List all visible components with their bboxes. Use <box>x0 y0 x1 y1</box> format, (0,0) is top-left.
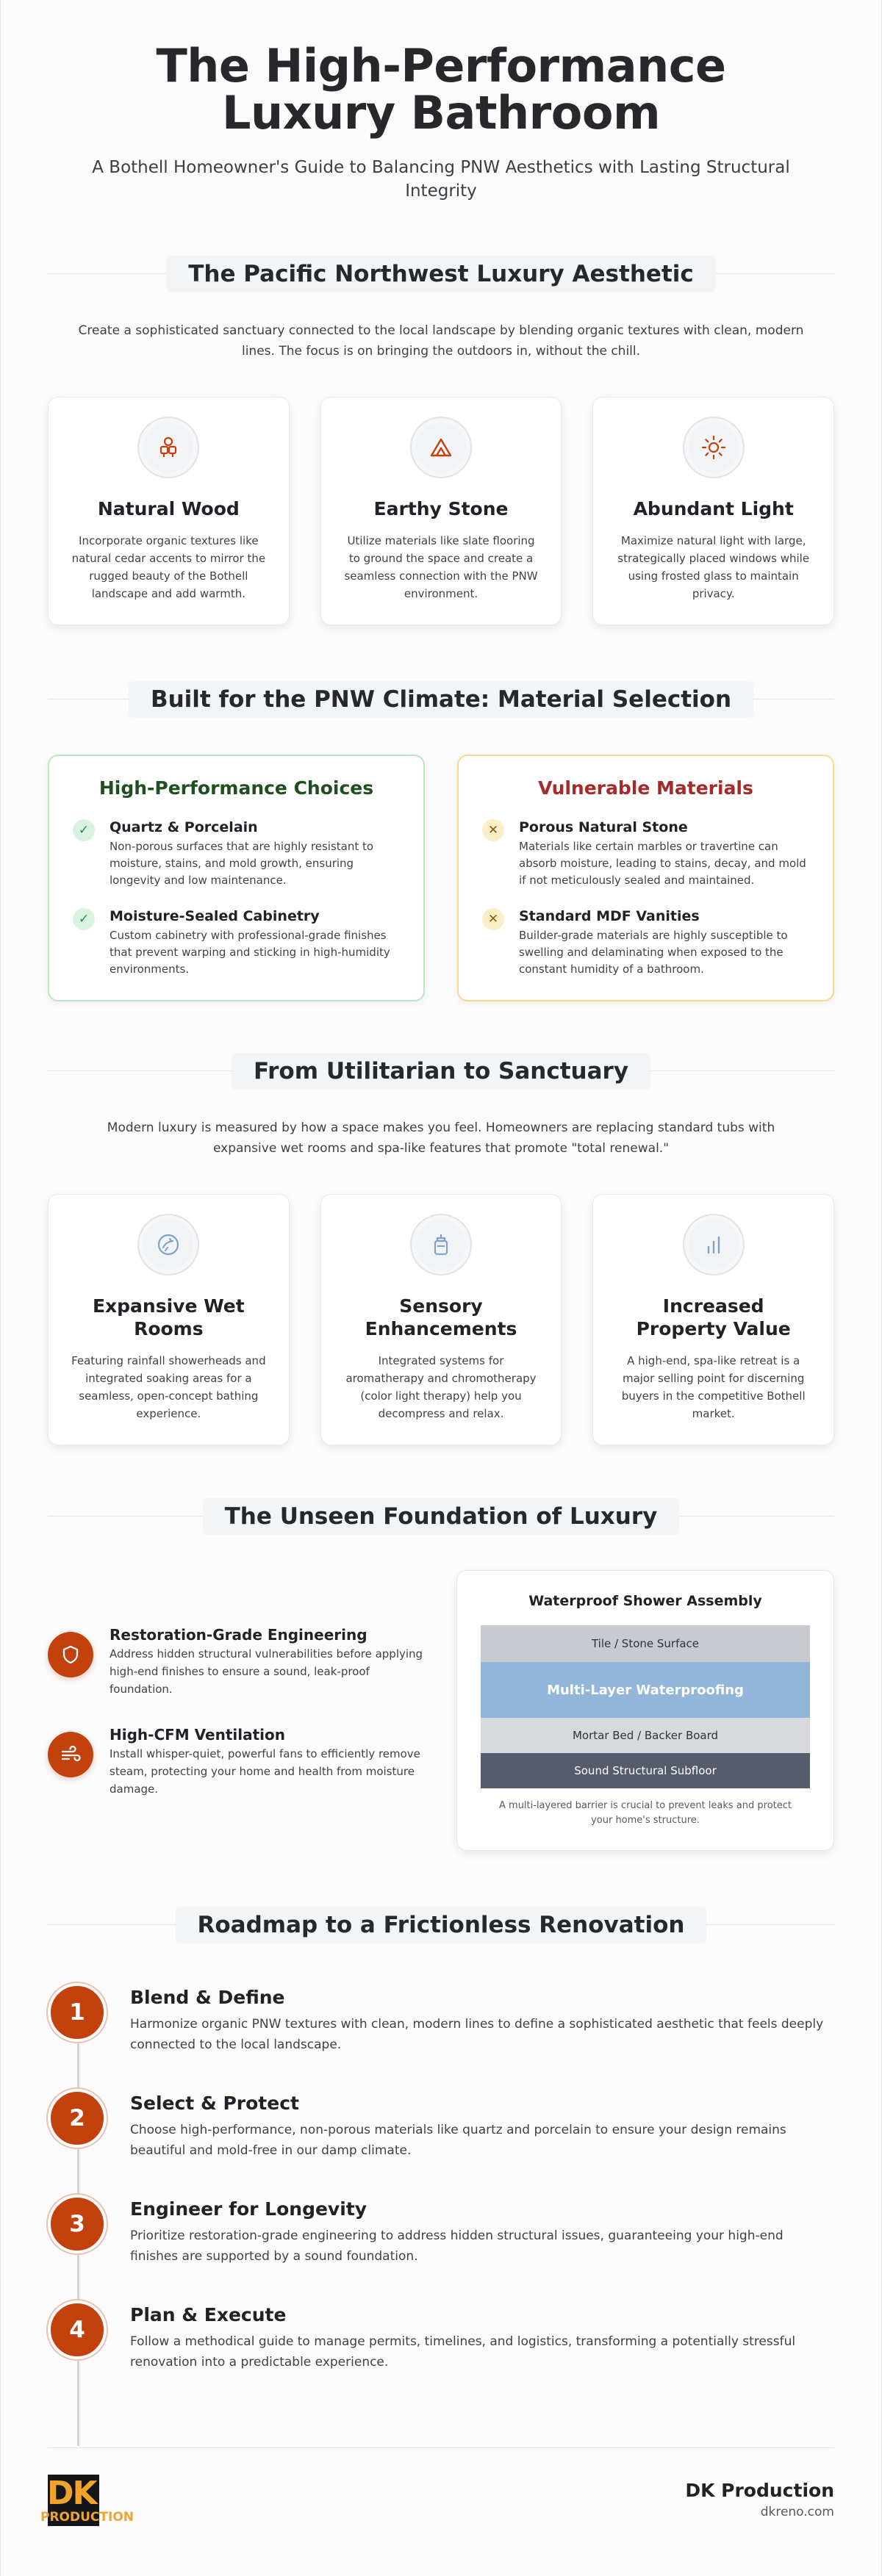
card-text: Incorporate organic textures like natural cedar accents to mirror the rugged beauty of the Bothell landscape and add warmth. <box>71 534 266 600</box>
stone-icon <box>410 417 472 478</box>
sanctuary-intro: Modern luxury is measured by how a space makes you feel. Homeowners are replacing standard tubs with expansive wet rooms and spa-like features that promote "total renewal." <box>107 1120 775 1156</box>
high-performance-box <box>48 755 425 1001</box>
material-item-text: Custom cabinetry with professional-grade finishes that prevent warping and sticking in high-humidity environments. <box>110 929 390 976</box>
card-title: Sensory Enhancements <box>365 1295 517 1339</box>
step-text: Follow a methodical guide to manage permits, timelines, and logistics, transforming a potentially stressful renovation into a predictable experience. <box>130 2334 796 2370</box>
section-heading <box>48 1498 834 1533</box>
step-text: Prioritize restoration-grade engineering to address hidden structural issues, guaranteeing your high-end finishes are supported by a sound foundation. <box>130 2228 784 2264</box>
foundation-item <box>48 1724 427 1798</box>
x-icon: ✕ <box>482 908 504 930</box>
material-item-text: Non-porous surfaces that are highly resistant to moisture, stains, and mold growth, ensuring longevity and low maintenance. <box>110 840 374 887</box>
step-text: Harmonize organic PNW textures with clean, modern lines to define a sophisticated aesthetic that feels deeply connected to the local landscape. <box>130 2017 824 2052</box>
climate-section <box>48 681 834 1001</box>
roadmap-step <box>48 2089 834 2195</box>
roadmap-section <box>48 1907 834 2406</box>
section-heading <box>48 681 834 716</box>
logo-mark: DK <box>47 2475 96 2512</box>
section-heading <box>48 1907 834 1942</box>
card-title: Abundant Light <box>633 498 794 519</box>
shower-icon <box>137 1214 199 1276</box>
material-item-title: Standard MDF Vanities <box>519 908 700 924</box>
climate-heading: Built for the PNW Climate: Material Selection <box>129 681 753 718</box>
material-item-title: Porous Natural Stone <box>519 819 688 835</box>
dk-production-logo <box>40 2475 134 2526</box>
foundation-heading: The Unseen Foundation of Luxury <box>203 1498 680 1535</box>
roadmap-step <box>48 1983 834 2089</box>
card-title: Natural Wood <box>97 498 240 519</box>
aesthetic-intro: Create a sophisticated sanctuary connected to the local landscape by blending organic textures with clean, modern lines. The focus is on bringing the outdoors in, without the chill. <box>78 323 804 359</box>
high-performance-title: High-Performance Choices <box>98 777 374 799</box>
step-number: 4 <box>48 2300 107 2359</box>
assembly-layers <box>481 1625 810 1788</box>
roadmap-step <box>48 2195 834 2300</box>
vulnerable-materials-box <box>457 755 834 1001</box>
card-text: Featuring rainfall showerheads and integrated soaking areas for a seamless, open-concept bathing experience. <box>71 1354 266 1420</box>
material-item <box>482 818 809 889</box>
card-title: Increased Property Value <box>636 1295 791 1339</box>
aesthetic-heading: The Pacific Northwest Luxury Aesthetic <box>166 256 716 292</box>
hero <box>48 0 834 203</box>
aesthetic-section <box>48 256 834 625</box>
card-text: Maximize natural light with large, strategically placed windows while using frosted glass to maintain privacy. <box>617 534 810 600</box>
card-wet-rooms <box>48 1194 290 1445</box>
step-number: 1 <box>48 1983 107 2042</box>
brand-info <box>685 2479 834 2522</box>
material-item-text: Builder-grade materials are highly susceptible to swelling and delaminating when exposed to the constant humidity of a bathroom. <box>519 929 788 976</box>
section-heading <box>48 256 834 291</box>
card-natural-wood <box>48 397 290 625</box>
section-heading <box>48 1053 834 1088</box>
brand-name: DK Production <box>685 2480 834 2501</box>
aesthetic-cards <box>48 397 834 625</box>
sanctuary-section <box>48 1053 834 1445</box>
material-comparison <box>48 755 834 1001</box>
step-number: 2 <box>48 2089 107 2148</box>
foundation-content <box>48 1570 834 1851</box>
check-icon: ✓ <box>73 819 95 841</box>
assembly-caption: A multi-layered barrier is crucial to prevent leaks and protect your home's structure. <box>499 1800 792 1826</box>
foundation-item-text: Install whisper-quiet, powerful fans to efficiently remove steam, protecting your home and health from moisture damage. <box>110 1747 420 1796</box>
bar-chart-icon <box>683 1214 745 1276</box>
foundation-item <box>48 1625 427 1698</box>
material-item-title: Quartz & Porcelain <box>110 819 258 835</box>
assembly-title: Waterproof Shower Assembly <box>528 1593 762 1609</box>
step-title: Engineer for Longevity <box>130 2198 368 2220</box>
material-item <box>482 907 809 978</box>
sanctuary-cards <box>48 1194 834 1445</box>
card-earthy-stone <box>320 397 562 625</box>
check-icon: ✓ <box>73 908 95 930</box>
card-text: Integrated systems for aromatherapy and chromotherapy (color light therapy) help you decompress and relax. <box>345 1354 537 1420</box>
card-title: Expansive Wet Rooms <box>92 1295 245 1339</box>
sun-icon <box>683 417 745 478</box>
step-title: Select & Protect <box>130 2093 299 2114</box>
material-item <box>73 818 400 889</box>
layer-waterproofing: Multi-Layer Waterproofing <box>481 1662 810 1718</box>
layer-mortar-bed: Mortar Bed / Backer Board <box>481 1718 810 1753</box>
roadmap-timeline <box>48 1983 834 2406</box>
material-item-text: Materials like certain marbles or travertine can absorb moisture, leading to stains, decay, and mold if not meticulously sealed and maintained. <box>519 840 806 887</box>
footer <box>40 2447 834 2526</box>
foundation-item-title: High-CFM Ventilation <box>110 1726 286 1744</box>
step-text: Choose high-performance, non-porous materials like quartz and porcelain to ensure your design remains beautiful and mold-free in our damp climate. <box>130 2123 786 2158</box>
wood-icon <box>137 417 199 478</box>
layer-tile: Tile / Stone Surface <box>481 1625 810 1662</box>
card-sensory <box>320 1194 562 1445</box>
logo-subtext: PRODUCTION <box>40 2510 134 2525</box>
material-item <box>73 907 400 978</box>
sanctuary-heading: From Utilitarian to Sanctuary <box>232 1053 650 1090</box>
step-number: 3 <box>48 2195 107 2253</box>
wind-icon <box>48 1732 93 1777</box>
step-title: Plan & Execute <box>130 2304 287 2325</box>
x-icon: ✕ <box>482 819 504 841</box>
page-subtitle: A Bothell Homeowner's Guide to Balancing PNW Aesthetics with Lasting Structural Integrity <box>92 158 790 201</box>
foundation-section <box>48 1498 834 1851</box>
card-abundant-light <box>592 397 834 625</box>
card-text: A high-end, spa-like retreat is a major selling point for discerning buyers in the competitive Bothell market. <box>621 1354 806 1420</box>
layer-subfloor: Sound Structural Subfloor <box>481 1753 810 1788</box>
card-text: Utilize materials like slate flooring to ground the space and create a seamless connection with the PNW environment. <box>344 534 538 600</box>
card-property-value <box>592 1194 834 1445</box>
shower-assembly-diagram <box>456 1570 834 1851</box>
lotion-bottle-icon <box>410 1214 472 1276</box>
foundation-item-text: Address hidden structural vulnerabilities before applying high-end finishes to ensure a sound, leak-proof foundation. <box>110 1647 423 1696</box>
foundation-list <box>48 1570 427 1824</box>
step-title: Blend & Define <box>130 1987 285 2008</box>
page-title: The High-Performance Luxury Bathroom <box>156 39 726 140</box>
shield-icon <box>48 1632 93 1677</box>
roadmap-step <box>48 2300 834 2406</box>
brand-url[interactable]: dkreno.com <box>760 2505 834 2519</box>
foundation-item-title: Restoration-Grade Engineering <box>110 1626 368 1644</box>
vulnerable-materials-title: Vulnerable Materials <box>538 777 753 799</box>
card-title: Earthy Stone <box>373 498 509 519</box>
roadmap-heading: Roadmap to a Frictionless Renovation <box>176 1907 707 1943</box>
material-item-title: Moisture-Sealed Cabinetry <box>110 908 320 924</box>
